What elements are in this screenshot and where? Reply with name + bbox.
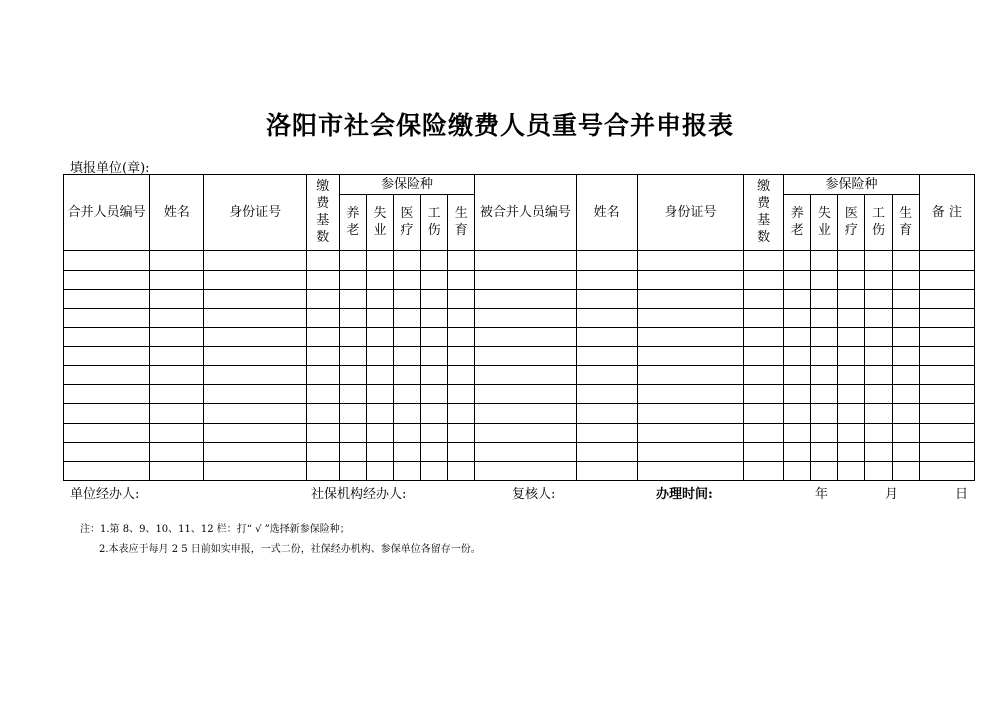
table-cell[interactable] bbox=[448, 270, 475, 289]
table-cell[interactable] bbox=[637, 385, 743, 404]
table-cell[interactable] bbox=[865, 442, 892, 461]
table-cell[interactable] bbox=[366, 308, 393, 327]
table-row bbox=[64, 442, 975, 461]
table-cell[interactable] bbox=[784, 289, 811, 308]
table-cell[interactable] bbox=[394, 385, 421, 404]
table-cell[interactable] bbox=[421, 461, 448, 480]
table-cell[interactable] bbox=[366, 385, 393, 404]
table-cell[interactable] bbox=[394, 327, 421, 346]
table-cell[interactable] bbox=[637, 327, 743, 346]
header-pay-base-text: 缴费基数 bbox=[316, 178, 330, 245]
handle-time-label: 办理时间: bbox=[656, 487, 713, 502]
table-cell[interactable] bbox=[339, 385, 366, 404]
table-row bbox=[64, 461, 975, 480]
table-row bbox=[64, 289, 975, 308]
table-cell[interactable] bbox=[475, 270, 576, 289]
table-cell[interactable] bbox=[838, 461, 865, 480]
table-cell[interactable] bbox=[637, 270, 743, 289]
table-cell[interactable] bbox=[744, 289, 784, 308]
header-name: 姓名 bbox=[150, 175, 204, 251]
table-cell[interactable] bbox=[421, 289, 448, 308]
table-cell[interactable] bbox=[366, 461, 393, 480]
header-type-unemployment-2: 失业 bbox=[811, 195, 838, 251]
table-cell[interactable] bbox=[421, 327, 448, 346]
table-cell[interactable] bbox=[892, 289, 919, 308]
table-cell[interactable] bbox=[448, 366, 475, 385]
table-cell[interactable] bbox=[204, 327, 306, 346]
table-cell[interactable] bbox=[838, 404, 865, 423]
header-type-unemployment: 失业 bbox=[366, 195, 393, 251]
table-cell[interactable] bbox=[919, 461, 974, 480]
table-cell[interactable] bbox=[838, 423, 865, 442]
table-cell[interactable] bbox=[394, 461, 421, 480]
table-cell[interactable] bbox=[394, 423, 421, 442]
table-cell[interactable] bbox=[576, 404, 637, 423]
table-cell[interactable] bbox=[339, 442, 366, 461]
day-label: 日 bbox=[955, 487, 969, 502]
note-line-1: 注：1.第 8、9、10、11、12 栏：打“ √ ”选择新参保险种； bbox=[80, 524, 350, 535]
header-type-maternity-2: 生育 bbox=[892, 195, 919, 251]
table-cell[interactable] bbox=[204, 347, 306, 366]
header-type-injury: 工伤 bbox=[421, 195, 448, 251]
table-cell[interactable] bbox=[784, 385, 811, 404]
year-label: 年 bbox=[815, 487, 829, 502]
table-cell[interactable] bbox=[919, 308, 974, 327]
table-cell[interactable] bbox=[811, 442, 838, 461]
table-cell[interactable] bbox=[838, 366, 865, 385]
table-cell[interactable] bbox=[421, 251, 448, 270]
table-cell[interactable] bbox=[838, 327, 865, 346]
table-cell[interactable] bbox=[919, 327, 974, 346]
header-merged-id: 被合并人员编号 bbox=[475, 175, 576, 251]
table-cell[interactable] bbox=[919, 289, 974, 308]
table-cell[interactable] bbox=[150, 366, 204, 385]
table-cell[interactable] bbox=[637, 423, 743, 442]
table-cell[interactable] bbox=[744, 270, 784, 289]
table-cell[interactable] bbox=[576, 347, 637, 366]
month-label: 月 bbox=[885, 487, 899, 502]
table-cell[interactable] bbox=[475, 442, 576, 461]
table-cell[interactable] bbox=[204, 251, 306, 270]
table-cell[interactable] bbox=[448, 347, 475, 366]
table-cell[interactable] bbox=[394, 251, 421, 270]
table-cell[interactable] bbox=[811, 327, 838, 346]
table-cell[interactable] bbox=[744, 366, 784, 385]
table-cell[interactable] bbox=[366, 270, 393, 289]
table-cell[interactable] bbox=[784, 327, 811, 346]
table-cell[interactable] bbox=[339, 347, 366, 366]
table-cell[interactable] bbox=[919, 347, 974, 366]
table-cell[interactable] bbox=[204, 308, 306, 327]
table-cell[interactable] bbox=[811, 404, 838, 423]
table-cell[interactable] bbox=[366, 404, 393, 423]
table-cell[interactable] bbox=[339, 270, 366, 289]
table-cell[interactable] bbox=[448, 442, 475, 461]
header-name-2: 姓名 bbox=[576, 175, 637, 251]
table-cell[interactable] bbox=[784, 461, 811, 480]
table-cell[interactable] bbox=[339, 366, 366, 385]
table-cell[interactable] bbox=[838, 251, 865, 270]
table-cell[interactable] bbox=[394, 404, 421, 423]
table-cell[interactable] bbox=[811, 461, 838, 480]
table-cell[interactable] bbox=[744, 404, 784, 423]
table-cell[interactable] bbox=[421, 442, 448, 461]
table-cell[interactable] bbox=[448, 251, 475, 270]
table-cell[interactable] bbox=[64, 327, 150, 346]
fill-unit-label: 填报单位(章): bbox=[70, 161, 150, 176]
table-cell[interactable] bbox=[838, 385, 865, 404]
table-cell[interactable] bbox=[865, 423, 892, 442]
table-cell[interactable] bbox=[204, 289, 306, 308]
table-cell[interactable] bbox=[892, 366, 919, 385]
table-cell[interactable] bbox=[838, 442, 865, 461]
table-cell[interactable] bbox=[150, 347, 204, 366]
header-merge-id: 合并人员编号 bbox=[64, 175, 150, 251]
table-cell[interactable] bbox=[394, 308, 421, 327]
table-cell[interactable] bbox=[811, 308, 838, 327]
header-type-pension: 养老 bbox=[339, 195, 366, 251]
table-cell[interactable] bbox=[576, 423, 637, 442]
header-pay-base-2 bbox=[744, 175, 784, 251]
table-cell[interactable] bbox=[637, 308, 743, 327]
table-cell[interactable] bbox=[448, 423, 475, 442]
table-cell[interactable] bbox=[811, 347, 838, 366]
table-cell[interactable] bbox=[150, 251, 204, 270]
reviewer-label: 复核人: bbox=[512, 487, 556, 502]
table-cell[interactable] bbox=[784, 347, 811, 366]
table-cell[interactable] bbox=[421, 270, 448, 289]
table-cell[interactable] bbox=[744, 385, 784, 404]
table-cell[interactable] bbox=[306, 251, 339, 270]
table-cell[interactable] bbox=[448, 461, 475, 480]
table-cell[interactable] bbox=[448, 327, 475, 346]
header-insurance-group: 参保险种 bbox=[339, 175, 474, 195]
table-cell[interactable] bbox=[919, 442, 974, 461]
table-cell[interactable] bbox=[306, 366, 339, 385]
header-remark: 备 注 bbox=[919, 175, 974, 251]
table-cell[interactable] bbox=[150, 423, 204, 442]
table-cell[interactable] bbox=[421, 347, 448, 366]
header-id-number: 身份证号 bbox=[204, 175, 306, 251]
table-cell[interactable] bbox=[366, 347, 393, 366]
table-cell[interactable] bbox=[150, 442, 204, 461]
table-cell[interactable] bbox=[576, 270, 637, 289]
table-cell[interactable] bbox=[475, 327, 576, 346]
table-cell[interactable] bbox=[64, 442, 150, 461]
table-cell[interactable] bbox=[865, 366, 892, 385]
table-cell[interactable] bbox=[339, 423, 366, 442]
table-cell[interactable] bbox=[811, 289, 838, 308]
table-cell[interactable] bbox=[150, 461, 204, 480]
table-cell[interactable] bbox=[306, 327, 339, 346]
table-cell[interactable] bbox=[475, 404, 576, 423]
table-cell[interactable] bbox=[637, 404, 743, 423]
table-cell[interactable] bbox=[865, 251, 892, 270]
table-cell[interactable] bbox=[919, 251, 974, 270]
table-cell[interactable] bbox=[865, 327, 892, 346]
table-cell[interactable] bbox=[448, 404, 475, 423]
table-cell[interactable] bbox=[306, 308, 339, 327]
table-row bbox=[64, 423, 975, 442]
header-insurance-group-2: 参保险种 bbox=[784, 175, 919, 195]
table-cell[interactable] bbox=[421, 366, 448, 385]
header-type-medical: 医疗 bbox=[394, 195, 421, 251]
table-cell[interactable] bbox=[576, 366, 637, 385]
note-line-2: 2.本表应于每月 2 5 日前如实申报，一式二份，社保经办机构、参保单位各留存一份。 bbox=[99, 544, 481, 555]
table-cell[interactable] bbox=[744, 461, 784, 480]
header-type-injury-2: 工伤 bbox=[865, 195, 892, 251]
table-cell[interactable] bbox=[306, 385, 339, 404]
table-cell[interactable] bbox=[576, 385, 637, 404]
table-cell[interactable] bbox=[475, 308, 576, 327]
table-cell[interactable] bbox=[744, 327, 784, 346]
table-cell[interactable] bbox=[865, 461, 892, 480]
table-cell[interactable] bbox=[448, 385, 475, 404]
table-cell[interactable] bbox=[811, 251, 838, 270]
table-cell[interactable] bbox=[576, 289, 637, 308]
table-cell[interactable] bbox=[64, 423, 150, 442]
table-cell[interactable] bbox=[421, 423, 448, 442]
table-cell[interactable] bbox=[784, 442, 811, 461]
table-cell[interactable] bbox=[366, 442, 393, 461]
table-cell[interactable] bbox=[394, 366, 421, 385]
table-cell[interactable] bbox=[784, 423, 811, 442]
table-cell[interactable] bbox=[811, 385, 838, 404]
table-cell[interactable] bbox=[366, 423, 393, 442]
table-cell[interactable] bbox=[865, 385, 892, 404]
header-type-medical-2: 医疗 bbox=[838, 195, 865, 251]
table-cell[interactable] bbox=[421, 385, 448, 404]
table-cell[interactable] bbox=[475, 289, 576, 308]
table-cell[interactable] bbox=[204, 385, 306, 404]
table-cell[interactable] bbox=[865, 270, 892, 289]
table-cell[interactable] bbox=[784, 270, 811, 289]
table-cell[interactable] bbox=[448, 289, 475, 308]
table-row bbox=[64, 366, 975, 385]
table-cell[interactable] bbox=[150, 385, 204, 404]
table-cell[interactable] bbox=[475, 251, 576, 270]
table-cell[interactable] bbox=[919, 385, 974, 404]
table-cell[interactable] bbox=[576, 308, 637, 327]
table-cell[interactable] bbox=[64, 270, 150, 289]
merge-declaration-table bbox=[63, 174, 975, 481]
table-cell[interactable] bbox=[576, 327, 637, 346]
table-cell[interactable] bbox=[838, 289, 865, 308]
table-cell[interactable] bbox=[892, 461, 919, 480]
table-cell[interactable] bbox=[64, 366, 150, 385]
table-cell[interactable] bbox=[892, 385, 919, 404]
table-cell[interactable] bbox=[637, 442, 743, 461]
table-cell[interactable] bbox=[811, 366, 838, 385]
table-row bbox=[64, 270, 975, 289]
table-cell[interactable] bbox=[919, 366, 974, 385]
table-cell[interactable] bbox=[204, 461, 306, 480]
table-cell[interactable] bbox=[339, 404, 366, 423]
table-cell[interactable] bbox=[306, 270, 339, 289]
header-type-maternity: 生育 bbox=[448, 195, 475, 251]
table-cell[interactable] bbox=[339, 289, 366, 308]
table-cell[interactable] bbox=[306, 442, 339, 461]
table-cell[interactable] bbox=[838, 308, 865, 327]
table-cell[interactable] bbox=[865, 347, 892, 366]
table-cell[interactable] bbox=[576, 251, 637, 270]
table-cell[interactable] bbox=[394, 270, 421, 289]
table-row bbox=[64, 385, 975, 404]
table-cell[interactable] bbox=[64, 347, 150, 366]
table-cell[interactable] bbox=[475, 385, 576, 404]
table-cell[interactable] bbox=[204, 270, 306, 289]
table-cell[interactable] bbox=[64, 404, 150, 423]
table-cell[interactable] bbox=[811, 423, 838, 442]
table-cell[interactable] bbox=[892, 251, 919, 270]
table-cell[interactable] bbox=[637, 347, 743, 366]
table-cell[interactable] bbox=[744, 251, 784, 270]
table-cell[interactable] bbox=[64, 461, 150, 480]
table-cell[interactable] bbox=[744, 442, 784, 461]
form-title: 洛阳市社会保险缴费人员重号合并申报表 bbox=[265, 111, 734, 140]
table-cell[interactable] bbox=[784, 308, 811, 327]
table-cell[interactable] bbox=[306, 423, 339, 442]
table-cell[interactable] bbox=[421, 404, 448, 423]
table-cell[interactable] bbox=[421, 308, 448, 327]
table-cell[interactable] bbox=[475, 461, 576, 480]
table-cell[interactable] bbox=[394, 289, 421, 308]
table-cell[interactable] bbox=[919, 404, 974, 423]
table-cell[interactable] bbox=[744, 347, 784, 366]
table-cell[interactable] bbox=[784, 404, 811, 423]
table-cell[interactable] bbox=[150, 327, 204, 346]
table-cell[interactable] bbox=[366, 366, 393, 385]
table-cell[interactable] bbox=[204, 366, 306, 385]
table-cell[interactable] bbox=[865, 404, 892, 423]
table-cell[interactable] bbox=[784, 251, 811, 270]
table-row bbox=[64, 347, 975, 366]
table-cell[interactable] bbox=[339, 251, 366, 270]
table-cell[interactable] bbox=[892, 404, 919, 423]
table-cell[interactable] bbox=[64, 251, 150, 270]
table-cell[interactable] bbox=[150, 289, 204, 308]
header-pay-base-2-text: 缴费基数 bbox=[757, 178, 771, 245]
table-cell[interactable] bbox=[64, 289, 150, 308]
table-cell[interactable] bbox=[919, 423, 974, 442]
table-cell[interactable] bbox=[475, 366, 576, 385]
table-cell[interactable] bbox=[366, 289, 393, 308]
unit-handler-label: 单位经办人: bbox=[70, 487, 140, 502]
table-cell[interactable] bbox=[892, 442, 919, 461]
table-cell[interactable] bbox=[475, 347, 576, 366]
header-pay-base bbox=[306, 175, 339, 251]
table-cell[interactable] bbox=[637, 461, 743, 480]
table-row bbox=[64, 251, 975, 270]
table-cell[interactable] bbox=[838, 270, 865, 289]
table-cell[interactable] bbox=[475, 423, 576, 442]
table-cell[interactable] bbox=[811, 270, 838, 289]
table-cell[interactable] bbox=[784, 366, 811, 385]
table-row bbox=[64, 327, 975, 346]
table-cell[interactable] bbox=[394, 347, 421, 366]
table-row bbox=[64, 308, 975, 327]
table-cell[interactable] bbox=[892, 327, 919, 346]
table-cell[interactable] bbox=[204, 423, 306, 442]
table-cell[interactable] bbox=[892, 308, 919, 327]
table-cell[interactable] bbox=[892, 423, 919, 442]
table-cell[interactable] bbox=[892, 347, 919, 366]
table-cell[interactable] bbox=[150, 308, 204, 327]
table-cell[interactable] bbox=[394, 442, 421, 461]
header-id-number-2: 身份证号 bbox=[637, 175, 743, 251]
table-cell[interactable] bbox=[306, 347, 339, 366]
table-cell[interactable] bbox=[150, 270, 204, 289]
table-cell[interactable] bbox=[576, 442, 637, 461]
table-cell[interactable] bbox=[339, 308, 366, 327]
table-cell[interactable] bbox=[339, 327, 366, 346]
table-cell[interactable] bbox=[306, 289, 339, 308]
table-cell[interactable] bbox=[892, 270, 919, 289]
table-row bbox=[64, 404, 975, 423]
table-cell[interactable] bbox=[339, 461, 366, 480]
table-cell[interactable] bbox=[637, 289, 743, 308]
table-cell[interactable] bbox=[64, 385, 150, 404]
table-cell[interactable] bbox=[204, 404, 306, 423]
table-cell[interactable] bbox=[150, 404, 204, 423]
table-cell[interactable] bbox=[744, 308, 784, 327]
table-cell[interactable] bbox=[366, 251, 393, 270]
table-cell[interactable] bbox=[637, 251, 743, 270]
table-cell[interactable] bbox=[838, 347, 865, 366]
table-cell[interactable] bbox=[865, 308, 892, 327]
agency-handler-label: 社保机构经办人: bbox=[311, 487, 407, 502]
table-cell[interactable] bbox=[865, 289, 892, 308]
header-type-pension-2: 养老 bbox=[784, 195, 811, 251]
table-cell[interactable] bbox=[576, 461, 637, 480]
table-cell[interactable] bbox=[366, 327, 393, 346]
table-cell[interactable] bbox=[204, 442, 306, 461]
table-cell[interactable] bbox=[637, 366, 743, 385]
table-cell[interactable] bbox=[919, 270, 974, 289]
table-cell[interactable] bbox=[448, 308, 475, 327]
table-cell[interactable] bbox=[744, 423, 784, 442]
table-cell[interactable] bbox=[306, 404, 339, 423]
table-cell[interactable] bbox=[64, 308, 150, 327]
table-cell[interactable] bbox=[306, 461, 339, 480]
